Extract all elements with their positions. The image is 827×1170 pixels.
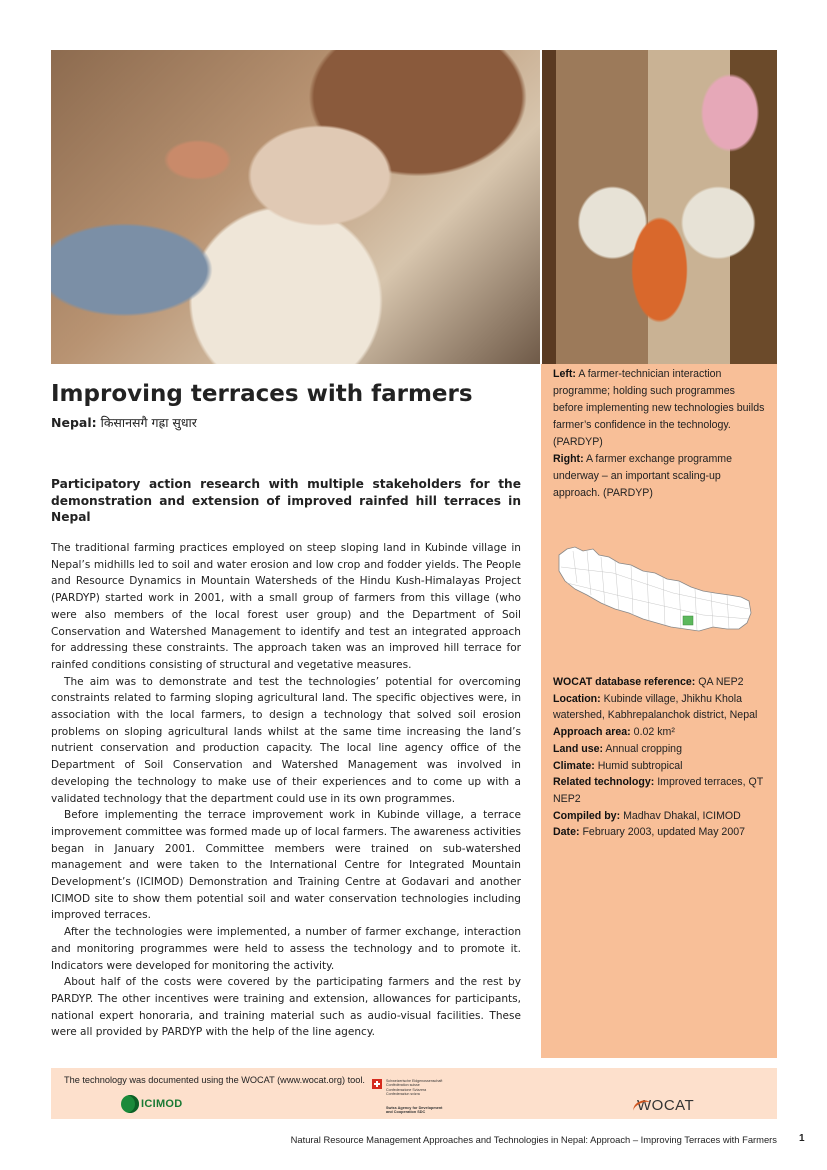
icimod-logo — [121, 1094, 183, 1114]
photo-caption — [553, 366, 767, 502]
body-paragraph-4: After the technologies were implemented, a number of farmer exchange, interaction and monitoring programmes were held to assess the technology and to promote it. Indicators were developed for monitoring the activity. — [51, 926, 521, 972]
caption-right-label: Right: — [553, 453, 584, 465]
documented-note: The technology was documented using the WOCAT (www.wocat.org) tool. — [64, 1075, 365, 1085]
wocat-logo-text: WOCAT — [637, 1097, 695, 1114]
icimod-logo-icon — [121, 1095, 139, 1113]
body-paragraph-2: The aim was to demonstrate and test the technologies’ potential for overcoming constraints related to farming sloping agricultural land. The specific objectives were, in association with the local farmers, to design a technology that solved soil erosion problems on sloping agricultural lands whilst at the same time increasing the land’s nutrient conservation and production capacity. The local line agency office of the Department of Soil Conservation and Watershed Management was involved in developing the technology to make use of their experiences and to come up with a validated technology that the department could use in its own programmes. — [51, 675, 521, 805]
location-value: Kubinde village, Jhikhu Khola watershed, Kabhrepalanchok district, Nepal — [553, 692, 758, 722]
swiss-flag-icon — [372, 1079, 382, 1089]
photo-farmer-technician-interaction — [51, 50, 540, 364]
subtitle-country: Nepal: — [51, 415, 97, 430]
nepal-location-map — [553, 543, 753, 635]
body-paragraph-3: Before implementing the terrace improvement work in Kubinde village, a terrace improvement committee was formed made up of local farmers. The awareness activities began in January 2001. Committee members were trained on sub-watershed management and were taken to the International Centre for Integrated Mountain Development’s (ICIMOD) Demonstration and Training Centre at Godavari and another ICIMOD site to show them potential soil and water conservation technologies including improved terraces. — [51, 809, 521, 922]
related-technology-label: Related technology: — [553, 776, 655, 789]
db-ref-value: QA NEP2 — [698, 676, 744, 688]
caption-right-text: A farmer exchange programme underway – an important scaling-up approach. (PARDYP) — [553, 453, 732, 499]
approach-area-value: 0.02 km² — [633, 726, 675, 739]
sdc-text: Swiss Agency for Development and Cooperation SDC — [386, 1106, 443, 1115]
body-paragraph-1: The traditional farming practices employed on steep sloping land in Kubinde village in Nepal’s midhills led to soil and water erosion and low crop and fodder yields. The People and Resource Dynamics in Mountain Watersheds of the Hindu Kush-Himalayas Project (PARDYP) started work in 2001, with a small group of farmers from this village (who were also members of the local forest user group) and the Department of Soil Conservation and Watershed Management to identify and test an integrated approach for addressing these constraints. The approach taken was an improved hill terrace for rainfed conditions consisting of structural and vegetative measures. — [51, 542, 521, 671]
compiled-by-label: Compiled by: — [553, 809, 621, 822]
running-footer: Natural Resource Management Approaches and Technologies in Nepal: Approach – Improving Terraces with Farmers — [290, 1134, 777, 1145]
land-use-value: Annual cropping — [605, 742, 682, 755]
page-title: Improving terraces with farmers — [51, 381, 473, 407]
lead-paragraph: Participatory action research with multiple stakeholders for the demonstration and extension of improved rainfed hill terraces in Nepal — [51, 477, 521, 524]
caption-left-text: A farmer-technician interaction programme; holding such programmes before implementing new technologies builds farmer’s confidence in the technology. (PARDYP) — [553, 368, 765, 448]
caption-left-label: Left: — [553, 368, 576, 380]
swiss-sdc-logo — [372, 1079, 482, 1115]
page-subtitle — [51, 414, 197, 431]
land-use-label: Land use: — [553, 742, 604, 755]
db-ref-label: WOCAT database reference: — [553, 676, 696, 688]
page-number: 1 — [799, 1133, 805, 1144]
related-technology-value: Improved terraces, QT NEP2 — [553, 776, 763, 805]
subtitle-local-name: किसानसगै गह्रा सुधार — [100, 415, 197, 430]
wocat-logo — [637, 1097, 694, 1114]
climate-label: Climate: — [553, 759, 595, 772]
icimod-logo-text: ICIMOD — [141, 1098, 183, 1110]
body-text — [51, 540, 521, 1041]
location-label: Location: — [553, 692, 601, 705]
date-label: Date: — [553, 826, 580, 839]
climate-value: Humid subtropical — [597, 759, 683, 772]
body-paragraph-5: About half of the costs were covered by the participating farmers and the rest by PARDYP. The other incentives were training and extension, allowances for participants, national expert honoraria, and training material such as audio-visual facilities. These were all provided by PARDYP with the help of the line agency. — [51, 976, 521, 1039]
swiss-confederation-text: Schweizerische Eidgenossenschaft Confédération suisse Confederazione Svizzera Confederaziun svizra — [386, 1079, 443, 1096]
approach-area-label: Approach area: — [553, 726, 631, 739]
compiled-by-value: Madhav Dhakal, ICIMOD — [623, 809, 741, 822]
wocat-info-block — [553, 674, 767, 841]
kabhrepalanchok-highlight — [683, 616, 693, 625]
date-value: February 2003, updated May 2007 — [582, 826, 746, 839]
photo-farmer-exchange — [542, 50, 777, 364]
